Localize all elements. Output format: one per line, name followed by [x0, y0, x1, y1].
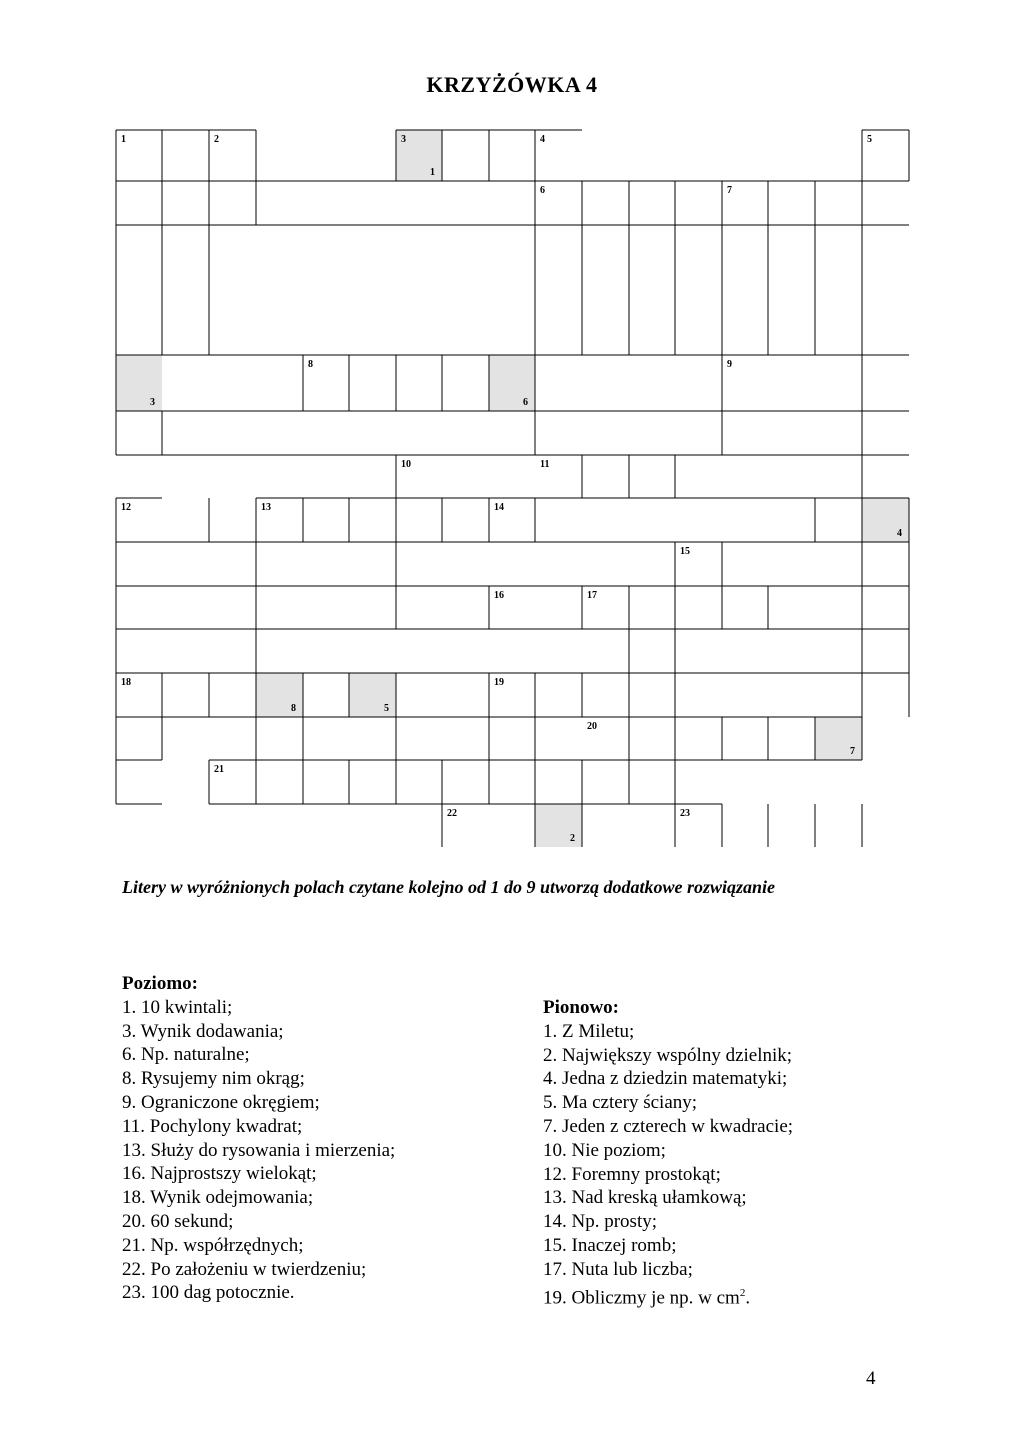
clue-across-6: 6. Np. naturalne;	[122, 1044, 250, 1066]
solution-marker-3: 3	[150, 397, 155, 408]
solution-marker-6: 6	[523, 397, 528, 408]
clue-number-7: 7	[727, 185, 732, 196]
clue-across-20: 20. 60 sekund;	[122, 1210, 234, 1232]
clue-number-9: 9	[727, 359, 732, 370]
clue-across-21: 21. Np. współrzędnych;	[122, 1234, 304, 1256]
clue-number-3: 3	[401, 134, 406, 145]
clue-number-5: 5	[867, 134, 872, 145]
clue-across-8: 8. Rysujemy nim okrąg;	[122, 1068, 305, 1090]
solution-note: Litery w wyróżnionych polach czytane kolejno od 1 do 9 utworzą dodatkowe rozwiązanie	[122, 877, 776, 897]
clue-down-19-text: 19. Obliczmy je np. w cm	[543, 1286, 740, 1308]
clue-across-13: 13. Służy do rysowania i mierzenia;	[122, 1139, 396, 1161]
shaded-cell	[116, 355, 162, 411]
clue-across-9: 9. Ograniczone okręgiem;	[122, 1091, 320, 1113]
clue-across-23: 23. 100 dag potocznie.	[122, 1282, 295, 1304]
clue-down-4: 4. Jedna z dziedzin matematyki;	[543, 1068, 788, 1090]
clues-across	[122, 972, 395, 1305]
clue-number-8: 8	[308, 359, 313, 370]
clue-number-12: 12	[121, 502, 131, 513]
clue-number-13: 13	[261, 502, 271, 513]
clue-number-11: 11	[540, 459, 550, 470]
clues-across-heading: Poziomo:	[122, 973, 198, 994]
clue-across-3: 3. Wynik dodawania;	[122, 1020, 284, 1042]
clues-down-heading: Pionowo:	[543, 997, 619, 1018]
clue-down-10: 10. Nie poziom;	[543, 1139, 666, 1161]
clue-down-19	[543, 1282, 793, 1310]
clue-down-1: 1. Z Miletu;	[543, 1020, 635, 1042]
clue-down-13: 13. Nad kreską ułamkową;	[543, 1187, 747, 1209]
clue-down-19-sup: 2	[739, 1286, 746, 1299]
solution-marker-2: 2	[570, 833, 575, 844]
clue-number-2: 2	[214, 134, 219, 145]
page-number: 4	[866, 1368, 876, 1389]
clue-number-17: 17	[587, 590, 597, 601]
clue-number-14: 14	[494, 502, 504, 513]
clue-number-20: 20	[587, 721, 597, 732]
clue-number-1: 1	[121, 134, 126, 145]
clue-number-10: 10	[401, 459, 411, 470]
solution-marker-5: 5	[384, 703, 389, 714]
clue-across-16: 16. Najprostszy wielokąt;	[122, 1163, 317, 1185]
page-title: KRZYŻÓWKA 4	[426, 72, 598, 97]
shaded-cell	[489, 355, 535, 411]
clue-number-18: 18	[121, 677, 131, 688]
clue-across-1: 1. 10 kwintali;	[122, 996, 233, 1018]
clue-down-14: 14. Np. prosty;	[543, 1211, 657, 1233]
clue-number-6: 6	[540, 185, 545, 196]
solution-marker-1: 1	[430, 167, 435, 178]
clue-down-2: 2. Największy wspólny dzielnik;	[543, 1044, 793, 1066]
clue-number-22: 22	[447, 808, 457, 819]
clue-down-5: 5. Ma cztery ściany;	[543, 1092, 698, 1114]
clue-down-19-end: .	[745, 1286, 751, 1308]
clue-across-22: 22. Po założeniu w twierdzeniu;	[122, 1258, 367, 1280]
solution-marker-4: 4	[897, 528, 902, 539]
clue-down-17: 17. Nuta lub liczba;	[543, 1258, 693, 1280]
clue-across-18: 18. Wynik odejmowania;	[122, 1187, 314, 1209]
clue-number-21: 21	[214, 764, 224, 775]
clue-down-15: 15. Inaczej romb;	[543, 1234, 677, 1256]
clue-down-7: 7. Jeden z czterech w kwadracie;	[543, 1115, 794, 1137]
clue-across-11: 11. Pochylony kwadrat;	[122, 1115, 303, 1137]
solution-marker-8: 8	[291, 703, 296, 714]
clue-down-12: 12. Foremny prostokąt;	[543, 1163, 721, 1185]
clue-number-4: 4	[540, 134, 545, 145]
clue-number-19: 19	[494, 677, 504, 688]
clues-down	[543, 996, 793, 1310]
clue-number-15: 15	[680, 546, 690, 557]
clue-number-16: 16	[494, 590, 504, 601]
clue-number-23: 23	[680, 808, 690, 819]
solution-marker-7: 7	[850, 746, 855, 757]
